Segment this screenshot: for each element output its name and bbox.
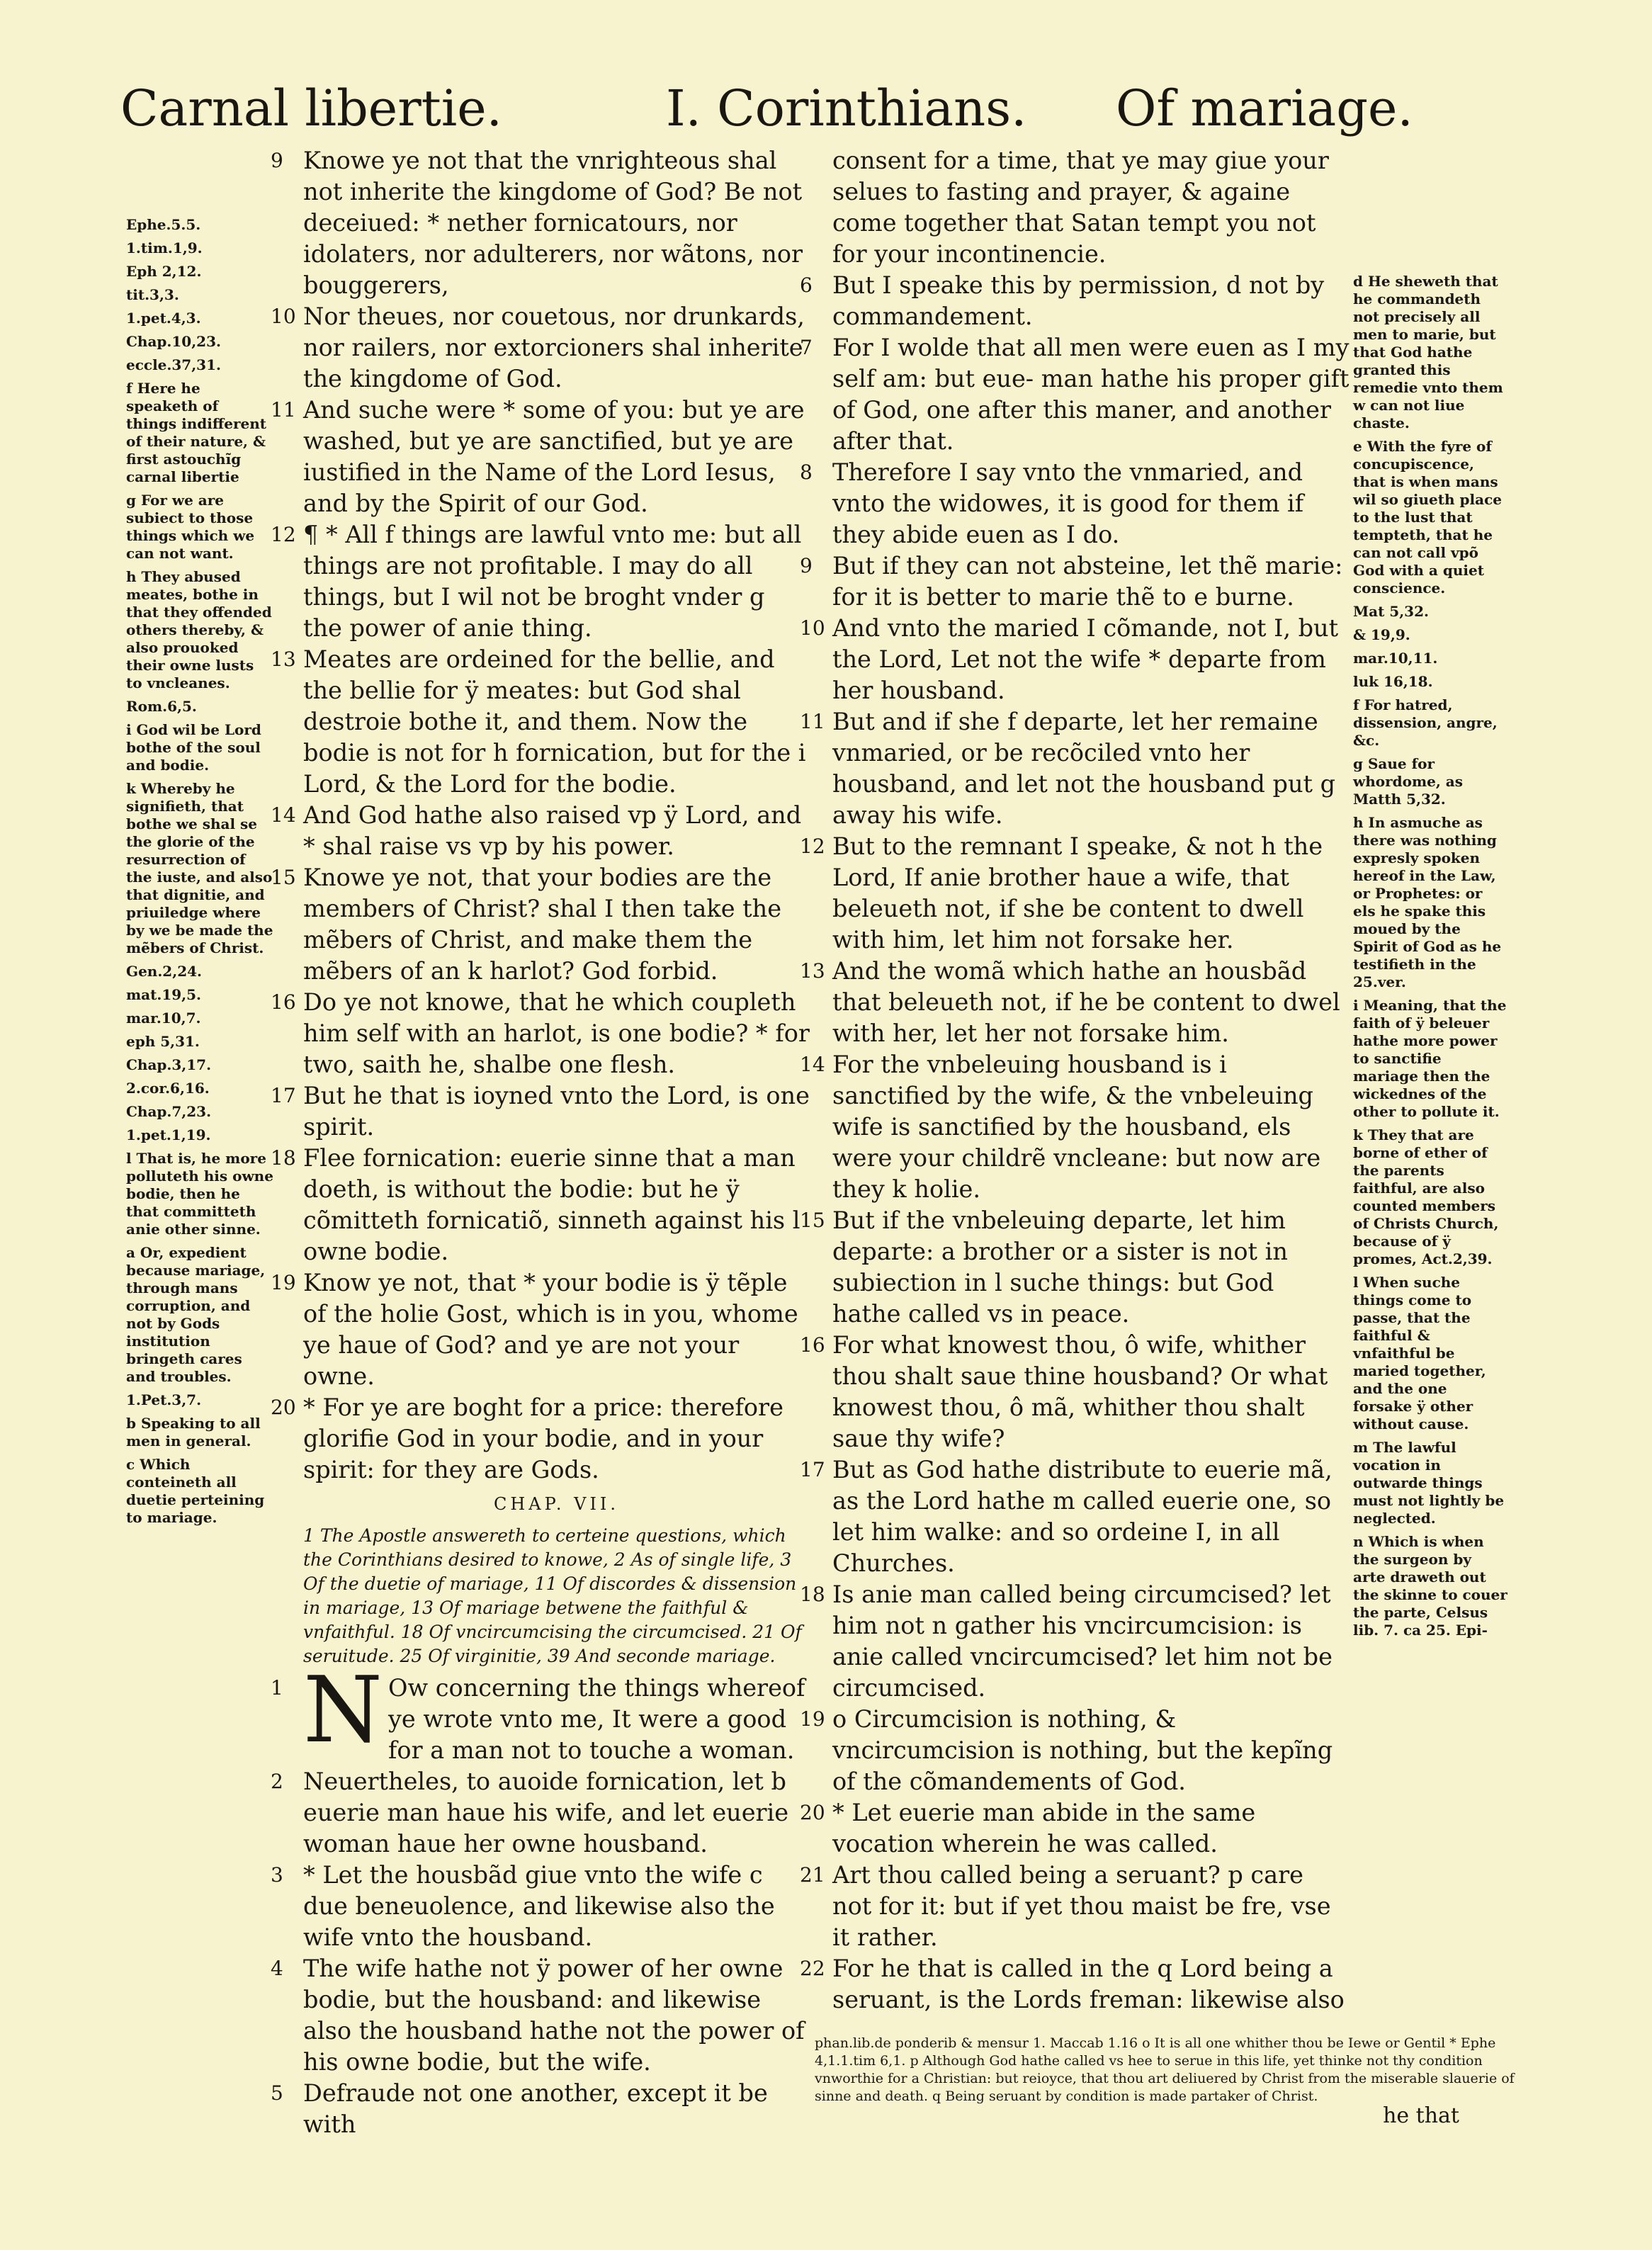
margin-note: Chap.10,23. [126,333,221,350]
verse [271,2078,810,2140]
verse-text: * For ye are boght for a price: therefore glorifie God in your bodie, and in your spirit: for they are Gods. [303,1393,783,1483]
margin-note: i God wil be Lord bothe of the soul and bodie. [126,721,261,774]
verse [832,145,1350,270]
margin-note: 1.pet.4,3. [126,310,201,327]
margin-note: 1.pet.1,19. [126,1126,211,1143]
verse-text: Do ye not knowe, that he which coupleth him self with an harlot, is one bodie? * for two, saith he, shalbe one flesh. [303,988,810,1078]
verse [800,1049,1350,1205]
margin-note: 1.tim.1,9. [126,239,203,256]
verse [800,1704,1350,1797]
verse [271,519,810,644]
margin-note: k They that are borne of ether of the parents faithful, are also counted members of Christs Church, because of ÿ promes, Act.2,39. [1353,1126,1499,1267]
verse-text: But and if she f departe, let her remaine vnmaried, or be recõciled vnto her housband, and let not the housband put g away his wife. [832,708,1336,829]
margin-note: Chap.3,17. [126,1056,212,1073]
verse-number: 22 [800,1957,825,1980]
verse [271,1860,810,1953]
chapter-summary: 1 The Apostle answereth to certeine questions, which the Corinthians desired to knowe, 2 As of single life, 3 Of the duetie of mariage, 11 Of discordes & dissension in mariage, 13 Of mariage betwene the faithful & vnfaithful. 18 Of vncircumcising the circumcised. 21 Of seruitude. 25 Of virginitie, 39 And seconde mariage. [303,1525,802,1666]
verse [271,301,810,395]
margin-note: k Whereby he signifieth, that bothe we shal se the glorie of the resurrection of the iuste, and also that dignitie, and priuiledge where by we be made the mẽbers of Christ. [126,780,273,956]
verse-number: 6 [800,273,813,297]
margin-note: g Saue for whordome, as Matth 5,32. [1353,755,1463,808]
verse-number: 20 [271,1396,296,1419]
verse-number: 9 [271,149,283,172]
verse [800,457,1350,550]
verse [800,706,1350,831]
verse [271,987,810,1080]
verse [800,956,1350,1049]
verse-text: For the vnbeleuing housband is i sanctified by the wife, & the vnbeleuing wife is sanctified by the housband, els were your childrẽ vncleane: but now are they k holie. [832,1051,1321,1203]
margin-note: h In asmuche as there was nothing expresly spoken hereof in the Law, or Prophetes: or els he spake this moued by the Spirit of God as he testifieth in the 25.ver. [1353,814,1502,990]
verse-number: 1 [271,1676,283,1700]
verse [271,1143,810,1267]
margin-note: tit.3,3. [126,286,179,303]
header-right-title: Of mariage. [1116,79,1413,137]
verse [800,1330,1350,1454]
verse-number: 2 [271,1770,283,1793]
margin-note: Eph 2,12. [126,263,202,280]
margin-note: m The lawful vocation in outwarde things must not lightly be neglected. [1353,1439,1505,1527]
verse [271,1766,810,1860]
verse-text: Nor theues, nor couetous, nor drunkards, nor railers, nor extorcioners shal inherite the kingdome of God. [303,303,805,392]
verse-text: * Let the housbãd giue vnto the wife c due beneuolence, and likewise also the wife vnto the housband. [303,1861,775,1951]
chapter-heading: CHAP. VII. [493,1494,620,1514]
verse-text: For I wolde that all men were euen as I my self am: but eue- man hathe his proper gift of God, one after this maner, and another after that. [832,334,1350,455]
verse-number: 12 [800,835,825,858]
margin-note: c Which conteineth all duetie perteining to mariage. [126,1456,265,1526]
verse [800,270,1350,332]
verse-number: 10 [800,616,825,640]
verse-text: consent for a time, that ye may giue your selues to fasting and prayer, & againe come together that Satan tempt you not for your incontinencie. [832,147,1329,268]
verse-number: 20 [800,1801,825,1824]
margin-note: l That is, he more polluteth his owne bodie, then he that committeth anie other sinne. [126,1150,273,1238]
verse-number: 15 [800,1209,825,1232]
margin-note: e With the fyre of concupiscence, that is when mans wil so giueth place to the lust that tempteth, that he can not call vpõ God with a quiet conscience. [1353,438,1502,597]
verse [271,800,810,862]
verse [271,644,810,800]
verse-number: 16 [800,1333,825,1357]
margin-note: g For we are subiect to those things which we can not want. [126,492,255,562]
verse-number: 5 [271,2081,283,2105]
margin-note: 2.cor.6,16. [126,1080,210,1097]
margin-note: f Here he speaketh of things indifferent of their nature, & first astouchĩg carnal libertie [126,380,267,485]
verse [800,1860,1350,1953]
verse-text: But to the remnant I speake, & not h the Lord, If anie brother haue a wife, that beleueth not, if she be content to dwell with him, let him not forsake her. [832,832,1323,954]
verse-number: 4 [271,1957,283,1980]
verse-number: 16 [271,990,296,1014]
margin-note: l When suche things come to passe, that the faithful & vnfaithful be maried together, and the one forsake ÿ other without cause. [1353,1274,1486,1432]
margin-note: luk 16,18. [1353,673,1433,690]
margin-note: i Meaning, that the faith of ÿ beleuer hathe more power to sanctifie mariage then the wickednes of the other to pollute it. [1353,997,1507,1120]
verse-text: * Let euerie man abide in the same vocation wherein he was called. [832,1799,1256,1858]
verse-text: The wife hathe not ÿ power of her owne bodie, but the housband: and likewise also the housband hathe not the power of his owne bodie, but the wife. [303,1955,805,2076]
verse-text: Knowe ye not, that your bodies are the members of Christ? shal I then take the mẽbers of Christ, and make them the mẽbers of an k harlot? God forbid. [303,864,782,985]
catchword: he that [1383,2103,1459,2128]
verse-number: 8 [800,460,813,484]
margin-note: mar.10,11. [1353,650,1438,667]
margin-note: & 19,9. [1353,626,1410,643]
verse-number: 19 [800,1707,825,1731]
header-left-title: Carnal libertie. [120,79,502,137]
margin-note: 1.Pet.3,7. [126,1391,202,1408]
margin-note: f For hatred, dissension, angre, &c. [1353,696,1498,749]
verse-text: Knowe ye not that the vnrighteous shal not inherite the kingdome of God? Be not deceiued: * nether fornicatours, nor idolaters, nor adulterers, nor wãtons, nor bouggerers, [303,147,803,299]
verse [271,1658,810,1766]
verse [271,1267,810,1392]
header-center-title: I. Corinthians. [666,79,1027,137]
verse [271,1953,810,2078]
verse-text: And God hathe also raised vp ÿ Lord, and * shal raise vs vp by his power. [303,801,802,860]
verse-number: 3 [271,1863,283,1887]
verse-text: For he that is called in the q Lord being a seruant, is the Lords freman: likewise also [832,1955,1345,2013]
verse-number: 18 [271,1146,296,1170]
margin-note: eccle.37,31. [126,356,221,373]
margin-note: n Which is when the surgeon by arte draweth out the skinne to couer the parte, Celsus lib. 7. ca 25. Epi- [1353,1533,1507,1639]
margin-note: h They abused meates, bothe in that they offended others thereby, & also prouoked their owne lusts to vncleanes. [126,568,272,691]
verse-text: But I speake this by permission, d not by commandement. [832,271,1325,330]
verse [271,395,810,519]
verse-number: 12 [271,523,296,546]
verse-text: For what knowest thou, ô wife, whither thou shalt saue thine housband? Or what knowest thou, ô mã, whither thou shalt saue thy wife? [832,1331,1328,1452]
column-right [800,145,1350,2016]
verse-text: Neuertheles, to auoide fornication, let b euerie man haue his wife, and let euerie woman haue her owne housband. [303,1768,789,1858]
verse-text: ¶ * All f things are lawful vnto me: but all things are not profitable. I may do all things, but I wil not be broght vnder g the power of anie thing. [303,521,802,642]
verse [800,332,1350,457]
verse-text: o Circumcision is nothing, & vncircumcision is nothing, but the kepĩng of the cõmandements of God. [832,1705,1333,1795]
verse-text: Meates are ordeined for the bellie, and the bellie for ÿ meates: but God shal destroie bothe it, and them. Now the bodie is not for h fornication, but for the i Lord, & the Lord for the bodie. [303,645,806,798]
right-margin-notes [1353,273,1507,1645]
verse-text: And the womã which hathe an housbãd that beleueth not, if he be content to dwel with her, let her not forsake him. [832,957,1340,1047]
verse-text: Art thou called being a seruant? p care not for it: but if yet thou maist be fre, vse it rather. [832,1861,1331,1951]
verse [800,831,1350,956]
verse-text: Know ye not, that * your bodie is ÿ tẽple of the holie Gost, which is in you, whome ye haue of God? and ye are not your owne. [303,1269,798,1390]
verse-number: 14 [800,1053,825,1076]
column-left [271,145,810,2140]
verse [800,1205,1350,1330]
verse-number: 19 [271,1271,296,1294]
margin-note: d He sheweth that he commandeth not precisely all men to marie, but that God hathe granted this remedie vnto them w can not liue chaste. [1353,273,1503,431]
drop-capital: N [303,1658,383,1763]
verse [800,1953,1350,2016]
verse-text: Therefore I say vnto the vnmaried, and vnto the widowes, it is good for them if they abide euen as I do. [832,458,1304,548]
margin-note: Rom.6,5. [126,698,197,715]
verse [800,1579,1350,1704]
verse [271,862,810,987]
verse-text: Ow concerning the things whereof ye wrote vnto me, It were a good for a man not to touche a woman. [388,1674,805,1764]
verse-number: 21 [800,1863,825,1887]
verse-number: 9 [800,554,813,577]
margin-note: a Or, expedient because mariage, through mans corruption, and not by Gods institution bringeth cares and troubles. [126,1244,266,1385]
verse-number: 13 [271,648,296,671]
verse-number: 17 [800,1458,825,1481]
margin-note: mar.10,7. [126,1010,201,1027]
verse-number: 11 [800,710,825,733]
margin-note: mat.19,5. [126,986,201,1003]
verse-text: But if they can not absteine, let thẽ marie: for it is better to marie thẽ to e burne. [832,552,1343,611]
margin-note: b Speaking to all men in general. [126,1415,261,1449]
margin-note: eph 5,31. [126,1033,200,1050]
verse [800,1454,1350,1579]
verse-text: But as God hathe distribute to euerie mã, as the Lord hathe m called euerie one, so let him walke: and so ordeine I, in all Churches. [832,1456,1333,1577]
verse-number: 17 [271,1084,296,1107]
verse [271,1080,810,1143]
verse-text: And vnto the maried I cõmande, not I, but the Lord, Let not the wife * departe from her housband. [832,614,1339,704]
left-margin-notes [126,216,273,1532]
verse [800,1797,1350,1860]
verse-number: 14 [271,803,296,827]
verse [271,1392,810,1486]
footnote-text: phan.lib.de ponderib & mensur 1. Maccab 1.16 o It is all one whither thou be Iewe or Gentil * Ephe 4,1.1.tim 6,1. p Although God hathe called vs hee to serue in this life, yet thinke not thy condition vnworthie for a Christian: but reioyce, that thou art deliuered by Christ from the miserable slauerie of sinne and death. q Being seruant by condition is made partaker of Christ. [815,2035,1515,2104]
verse-text: But if the vnbeleuing departe, let him departe: a brother or a sister is not in subiection in l suche things: but God hathe called vs in peace. [832,1206,1288,1328]
margin-note: Ephe.5.5. [126,216,201,233]
verse-text: But he that is ioyned vnto the Lord, is one spirit. [303,1082,810,1141]
margin-note: Chap.7,23. [126,1103,212,1120]
verse-text: And suche were * some of you: but ye are washed, but ye are sanctified, but ye are iustified in the Name of the Lord Iesus, and by the Spirit of our God. [303,396,805,517]
verse-number: 11 [271,398,296,422]
verse [271,145,810,301]
verse-number: 13 [800,959,825,983]
verse-number: 10 [271,305,296,328]
verse-text: Defraude not one another, except it be with [303,2079,768,2138]
verse [800,613,1350,706]
margin-note: Gen.2,24. [126,963,202,980]
verse-text: Flee fornication: euerie sinne that a man doeth, is without the bodie: but he ÿ cõmitteth fornicatiõ, sinneth against his l owne bodie. [303,1144,800,1265]
margin-note: Mat 5,32. [1353,603,1429,620]
verse-number: 7 [800,336,813,359]
verse [800,550,1350,613]
verse-number: 15 [271,866,296,889]
footnote-block [815,2035,1523,2128]
verse-number: 18 [800,1583,825,1606]
verse-text: Is anie man called being circumcised? let him not n gather his vncircumcision: is anie called vncircumcised? let him not be circumcised. [832,1581,1333,1702]
